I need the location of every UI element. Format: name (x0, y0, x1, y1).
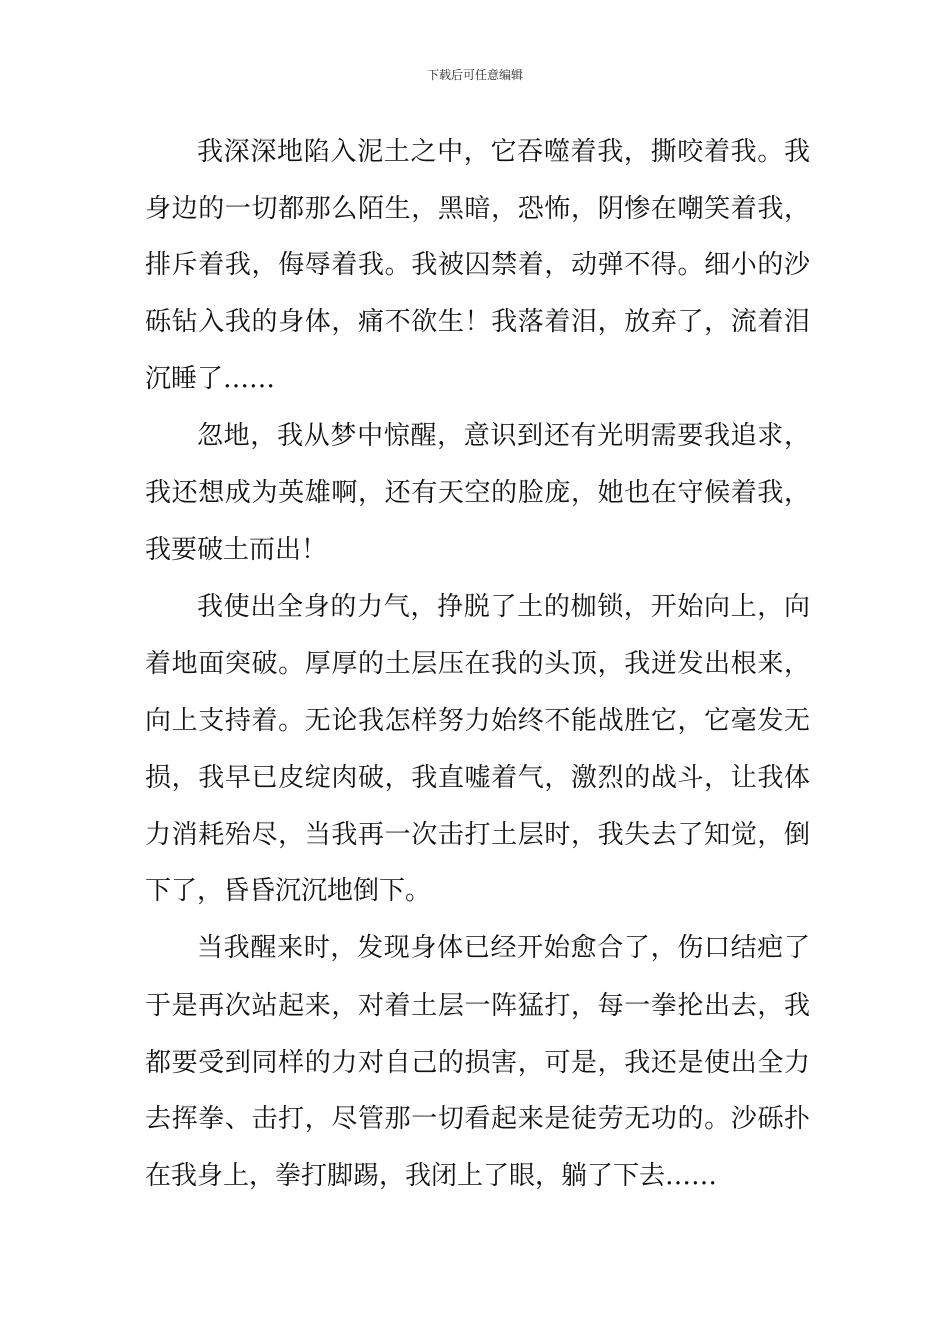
paragraph-3-line-5: 力消耗殆尽，当我再一次击打土层时，我失去了知觉，倒 (145, 820, 810, 850)
paragraph-2-line-3: 我要破土而出！ (145, 535, 328, 565)
paragraph-4-line-2: 于是再次站起来，对着土层一阵猛打，每一拳抡出去，我 (145, 991, 810, 1021)
paragraph-1-line-4: 砾钻入我的身体，痛不欲生！我落着泪，放弃了，流着泪 (145, 307, 810, 337)
paragraph-3-line-3: 向上支持着。无论我怎样努力始终不能战胜它，它毫发无 (145, 706, 810, 736)
paragraph-1-line-2: 身边的一切都那么陌生，黑暗，恐怖，阴惨在嘲笑着我， (145, 194, 810, 224)
paragraph-2-line-1: 忽地，我从梦中惊醒，意识到还有光明需要我追求， (197, 421, 810, 451)
paragraph-2-line-2: 我还想成为英雄啊，还有天空的脸庞，她也在守候着我， (145, 478, 810, 508)
paragraph-4-line-3: 都要受到同样的力对自己的损害，可是，我还是使出全力 (145, 1048, 810, 1078)
paragraph-4-line-4: 去挥拳、击打，尽管那一切看起来是徒劳无功的。沙砾扑 (145, 1104, 810, 1134)
paragraph-1-line-1: 我深深地陷入泥土之中，它吞噬着我，撕咬着我。我 (197, 137, 810, 167)
paragraph-4-line-1: 当我醒来时，发现身体已经开始愈合了，伤口结疤了 (197, 933, 810, 963)
paragraph-1-line-3: 排斥着我，侮辱着我。我被囚禁着，动弹不得。细小的沙 (145, 250, 810, 280)
paragraph-4-line-5: 在我身上，拳打脚踢，我闭上了眼，躺了下去…… (145, 1161, 718, 1191)
paragraph-3-line-4: 损，我早已皮绽肉破，我直嘘着气，激烈的战斗，让我体 (145, 763, 810, 793)
page-header: 下载后可任意编辑 (426, 68, 523, 82)
paragraph-3-line-2: 着地面突破。厚厚的土层压在我的头顶，我迸发出根来， (145, 649, 810, 679)
paragraph-1-line-5: 沉睡了…… (145, 364, 276, 394)
paragraph-3-line-6: 下了，昏昏沉沉地倒下。 (145, 876, 432, 906)
paragraph-3-line-1: 我使出全身的力气，挣脱了土的枷锁，开始向上，向 (197, 592, 810, 622)
